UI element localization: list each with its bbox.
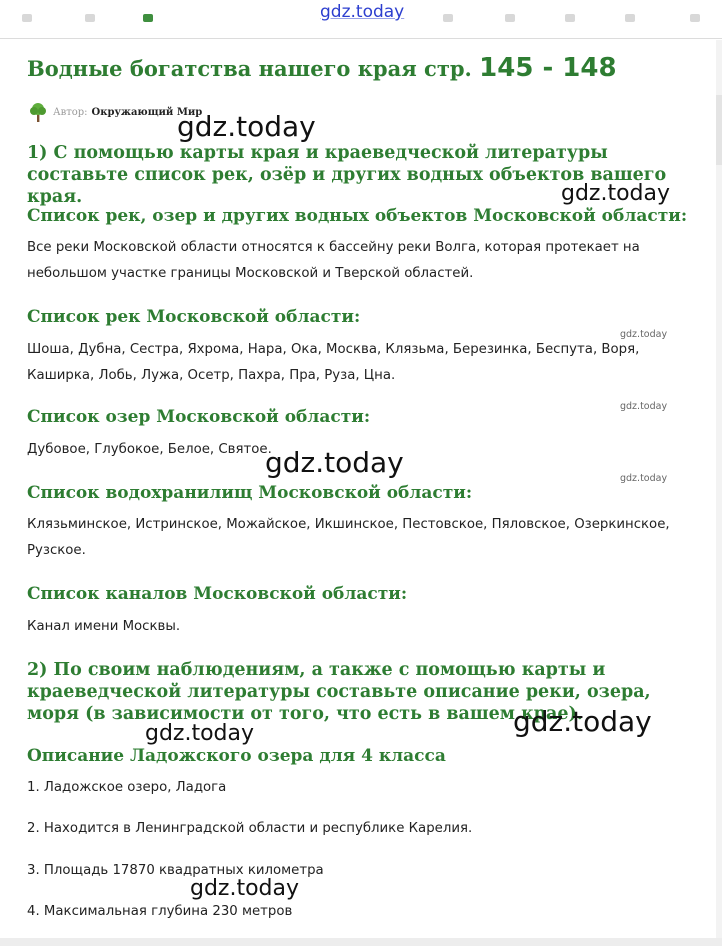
page-title bbox=[27, 53, 617, 83]
list-item: 2. Находится в Ленинградской области и республике Карелия. bbox=[27, 821, 473, 836]
rivers-heading: Список рек Московской области: bbox=[27, 307, 361, 327]
top-nav-mark bbox=[565, 14, 575, 22]
watermark: gdz.today bbox=[620, 329, 668, 340]
question-2: 2) По своим наблюдениям, а также с помощью карты и краеведческой литературы составьте описание реки, озера, моря (в зависимости от того, что есть в вашем крае). bbox=[27, 660, 651, 724]
top-nav-mark bbox=[690, 14, 700, 22]
list-item: 1. Ладожское озеро, Ладога bbox=[27, 780, 227, 795]
watermark: gdz.today bbox=[145, 721, 255, 746]
lakes-heading: Список озер Московской области: bbox=[27, 407, 371, 427]
list-item: 3. Площадь 17870 квадратных километра bbox=[27, 863, 324, 878]
watermark: gdz.today bbox=[513, 705, 652, 738]
lakes-list: Дубовое, Глубокое, Белое, Святое. bbox=[27, 442, 272, 457]
rivers-list: Шоша, Дубна, Сестра, Яхрома, Нара, Ока, Москва, Клязьма, Березинка, Беспута, Воря, Каширка, Лобь, Лужа, Осетр, Пахра, Пра, Руза, Цна. bbox=[27, 342, 640, 383]
author-label: Автор: bbox=[53, 106, 88, 118]
watermark: gdz.today bbox=[190, 876, 300, 901]
water-objects-text: Все реки Московской области относятся к бассейну реки Волга, которая протекает на небольшом участке границы Московской и Тверской областей. bbox=[27, 240, 640, 281]
water-objects-heading: Список рек, озер и других водных объектов Московской области: bbox=[27, 206, 688, 226]
watermark: gdz.today bbox=[177, 110, 316, 143]
page-range: 145 - 148 bbox=[479, 53, 617, 83]
canals-heading: Список каналов Московской области: bbox=[27, 584, 408, 604]
top-nav-mark bbox=[143, 14, 153, 22]
author-name-link[interactable]: Окружающий Мир bbox=[91, 106, 203, 118]
page-scrollbar[interactable] bbox=[716, 40, 722, 940]
top-nav-mark bbox=[443, 14, 453, 22]
list-item: 4. Максимальная глубина 230 метров bbox=[27, 904, 293, 919]
tree-icon bbox=[27, 101, 49, 123]
ladoga-heading: Описание Ладожского озера для 4 класса bbox=[27, 746, 446, 766]
watermark: gdz.today bbox=[265, 446, 404, 479]
reservoirs-list: Клязьминское, Истринское, Можайское, Икшинское, Пестовское, Пяловское, Озеркинское, Рузское. bbox=[27, 517, 670, 558]
scrollbar-thumb[interactable] bbox=[716, 95, 722, 165]
top-nav-mark bbox=[505, 14, 515, 22]
question-1: 1) С помощью карты края и краеведческой литературы составьте список рек, озёр и других водных объектов вашего края. bbox=[27, 143, 667, 207]
canals-list: Канал имени Москвы. bbox=[27, 619, 181, 634]
top-nav-mark bbox=[85, 14, 95, 22]
site-logo-link[interactable]: gdz.today bbox=[320, 2, 405, 22]
top-bar bbox=[0, 0, 722, 39]
top-nav-mark bbox=[625, 14, 635, 22]
top-nav-mark bbox=[22, 14, 32, 22]
watermark: gdz.today bbox=[620, 473, 668, 484]
bottom-bar bbox=[0, 938, 722, 946]
reservoirs-heading: Список водохранилищ Московской области: bbox=[27, 483, 473, 503]
page-title-text: Водные богатства нашего края стр. bbox=[27, 56, 472, 81]
watermark: gdz.today bbox=[561, 181, 671, 206]
watermark: gdz.today bbox=[620, 401, 668, 412]
